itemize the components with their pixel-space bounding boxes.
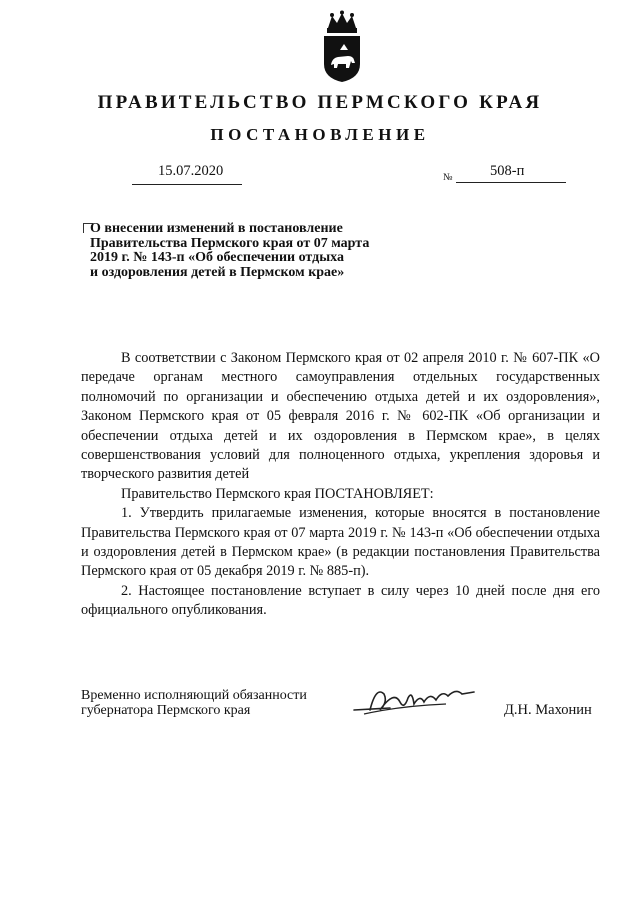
document-type: ПОСТАНОВЛЕНИЕ <box>210 125 430 144</box>
signatory-position <box>81 689 341 718</box>
number-underline <box>456 182 566 183</box>
body-paragraph: Правительство Пермского края ПОСТАНОВЛЯЕТ: <box>121 485 434 502</box>
subject-line: О внесении изменений в постановление <box>90 221 343 236</box>
signatory-position-line: Временно исполняющий обязанности <box>81 688 307 703</box>
signatory-position-line: губернатора Пермского края <box>81 702 251 718</box>
number-sign: № <box>443 172 453 183</box>
signatory-name: Д.Н. Махонин <box>504 702 592 718</box>
subject-line: Правительства Пермского края от 07 марта <box>90 235 370 251</box>
organization-title: ПРАВИТЕЛЬСТВО ПЕРМСКОГО КРАЯ <box>97 92 543 113</box>
subject-line: 2019 г. № 143-п «Об обеспечении отдыха <box>90 250 344 265</box>
document-body <box>81 349 600 621</box>
body-paragraph: В соответствии с Законом Пермского края от 02 апреля 2010 г. № 607-ПК «О передаче органам местного самоуправления отдельных государственных полномочий по организации и обеспечению отдыха детей и их оздоровления», Законом Пермского края от 05 февраля 2016 г. № 602-ПК «Об организации и обеспечении отдыха детей и их оздоровления в Пермском крае», в целях совершенствования условий для полноценного отдыха, укрепления здоровья и творческого развития детей <box>81 350 600 483</box>
date-underline <box>132 184 242 185</box>
subject-line: и оздоровления детей в Пермском крае» <box>90 264 345 280</box>
handwritten-signature <box>350 680 480 720</box>
document-number: 508-п <box>490 163 525 179</box>
coat-of-arms-icon <box>318 10 366 84</box>
document-subject <box>90 222 420 280</box>
body-paragraph: 1. Утвердить прилагаемые изменения, которые вносятся в постановление Правительства Пермского края от 07 марта 2019 г. № 143-п «Об обеспечении отдыха и оздоровления детей в Пермском крае» (в редакции постановления Правительства Пермского края от 05 декабря 2019 г. № 885-п). <box>81 505 600 580</box>
document-date: 15.07.2020 <box>158 163 224 179</box>
body-paragraph: 2. Настоящее постановление вступает в силу через 10 дней после дня его официального опубликования. <box>81 582 600 619</box>
